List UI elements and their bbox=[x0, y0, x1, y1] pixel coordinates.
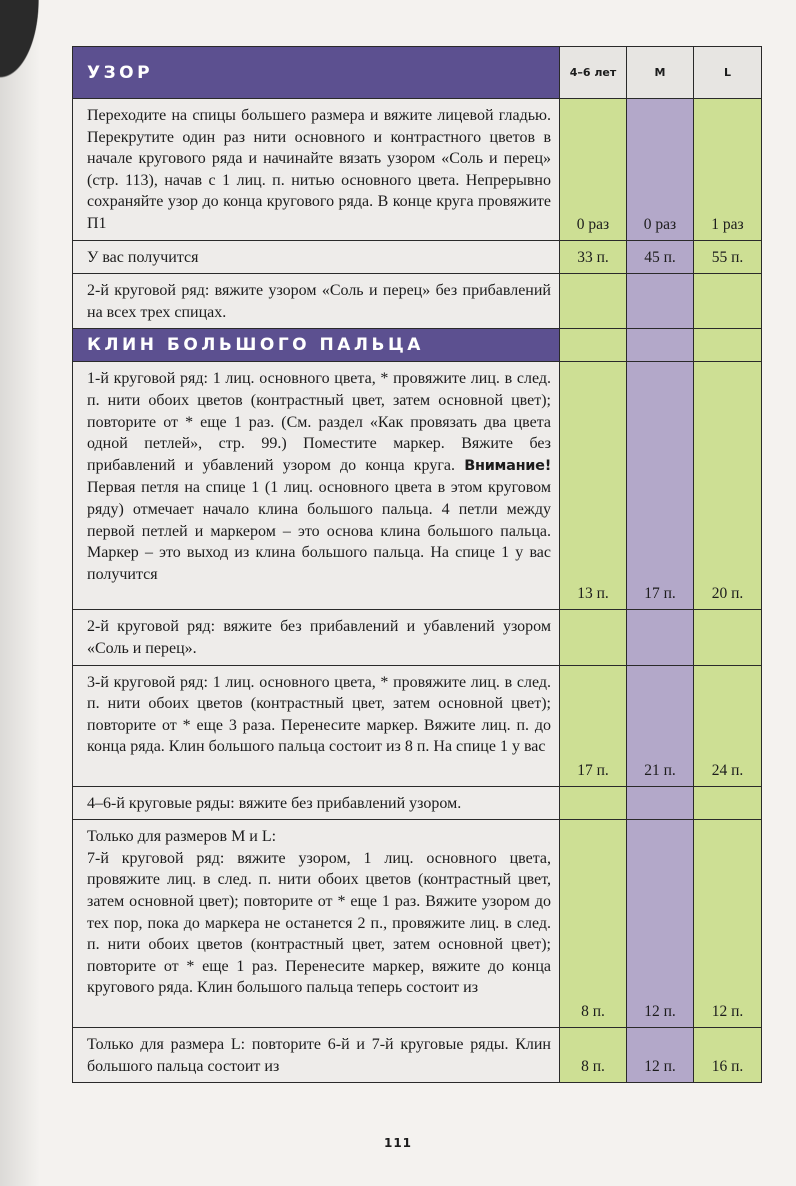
row-text: Только для размера L: повторите 6-й и 7-й круговые ряды. Клин большого пальца состоит из bbox=[73, 1028, 560, 1083]
row-text: 2-й круговой ряд: вяжите узором «Соль и перец» без прибавлений на всех трех спицах. bbox=[73, 274, 560, 329]
row-text-body: 7-й круговой ряд: вяжите узором, 1 лиц. основного цвета, провяжите лиц. в след. п. нити обоих цветов (контрастный цвет, затем основной цвет); повторите от * еще 1 раз. Вяжите узором до тех пор, пока до маркера не останется 2 п., провяжите лиц. в след. п. нити обоих цветов (контрастный цвет, затем основной цвет); повторите от * еще 1 раз. Перенесите маркер, вяжите до конца кругового ряда. Клин большого пальца теперь состоит из bbox=[87, 849, 551, 997]
value-size-m: 45 п. bbox=[627, 240, 694, 274]
value-size-m: 12 п. bbox=[627, 820, 694, 1028]
row-text: 4–6-й круговые ряды: вяжите без прибавлений узором. bbox=[73, 786, 560, 820]
header-size-m: M bbox=[627, 47, 694, 99]
value-size-4-6 bbox=[560, 786, 627, 820]
value-size-m: 17 п. bbox=[627, 362, 694, 610]
table-row bbox=[73, 274, 762, 329]
pattern-table bbox=[72, 46, 762, 1083]
header-cell-blank bbox=[627, 329, 694, 362]
value-size-m: 21 п. bbox=[627, 665, 694, 786]
page-corner-shadow bbox=[0, 0, 60, 120]
value-size-l: 16 п. bbox=[694, 1028, 762, 1083]
value-size-m bbox=[627, 274, 694, 329]
table-row bbox=[73, 786, 762, 820]
row-text bbox=[73, 362, 560, 610]
value-size-4-6: 0 раз bbox=[560, 99, 627, 241]
value-size-l: 1 раз bbox=[694, 99, 762, 241]
value-size-l: 20 п. bbox=[694, 362, 762, 610]
header-cell-blank bbox=[560, 329, 627, 362]
section-title: УЗОР bbox=[73, 47, 560, 99]
row-text: 3-й круговой ряд: 1 лиц. основного цвета, * провяжите лиц. в след. п. нити обоих цветов (контрастный цвет, затем основной цвет); повторите от * еще 3 раза. Перенесите маркер. Вяжите лиц. п. до конца ряда. Клин большого пальца состоит из 8 п. На спице 1 у вас bbox=[73, 665, 560, 786]
value-size-l: 55 п. bbox=[694, 240, 762, 274]
table-row bbox=[73, 240, 762, 274]
value-size-l bbox=[694, 610, 762, 665]
value-size-4-6: 13 п. bbox=[560, 362, 627, 610]
warning-label: Внимание! bbox=[464, 457, 552, 474]
row-text: 2-й круговой ряд: вяжите без прибавлений и убавлений узором «Соль и перец». bbox=[73, 610, 560, 665]
value-size-4-6: 8 п. bbox=[560, 1028, 627, 1083]
value-size-m: 0 раз bbox=[627, 99, 694, 241]
value-size-m: 12 п. bbox=[627, 1028, 694, 1083]
section-title: КЛИН БОЛЬШОГО ПАЛЬЦА bbox=[73, 329, 560, 362]
table-row bbox=[73, 820, 762, 1028]
row-text: Переходите на спицы большего размера и вяжите лицевой гладью. Перекрутите один раз нити основного и контрастного цветов в начале кругового ряда и начинайте вязать узором «Соль и перец» (стр. 113), начав с 1 лиц. п. нитью основного цвета. Непрерывно сохраняйте узор до конца кругового ряда. В конце круга провяжите П1 bbox=[73, 99, 560, 241]
table-row bbox=[73, 610, 762, 665]
header-size-l: L bbox=[694, 47, 762, 99]
table-row bbox=[73, 362, 762, 610]
page-number: 111 bbox=[383, 1136, 413, 1150]
row-text-before: 1-й круговой ряд: 1 лиц. основного цвета, * провяжите лиц. в след. п. нити обоих цветов (контрастный цвет, затем основной цвет); повторите от * еще 1 раз. (См. раздел «Как провязать два цвета одной петлей», стр. 99.) Поместите маркер. Вяжите без прибавлений и убавлений узором до конца круга. bbox=[87, 370, 551, 474]
row-text-heading: Только для размеров M и L: bbox=[87, 828, 277, 846]
value-size-4-6: 17 п. bbox=[560, 665, 627, 786]
table-row bbox=[73, 665, 762, 786]
value-size-m bbox=[627, 786, 694, 820]
row-text-after: Первая петля на спице 1 (1 лиц. основного цвета в этом круговом ряду) отмечает начало клина большого пальца. 4 петли между первой петлей и маркером – это основа клина большого пальца. Маркер – это выход из клина большого пальца. На спице 1 у вас получится bbox=[87, 479, 551, 583]
page-gutter-shadow bbox=[0, 0, 40, 1186]
value-size-4-6 bbox=[560, 610, 627, 665]
table-row bbox=[73, 99, 762, 241]
value-size-l: 24 п. bbox=[694, 665, 762, 786]
row-text bbox=[73, 820, 560, 1028]
value-size-l bbox=[694, 274, 762, 329]
value-size-l bbox=[694, 786, 762, 820]
section-header-pattern bbox=[73, 47, 762, 99]
value-size-4-6: 8 п. bbox=[560, 820, 627, 1028]
value-size-l: 12 п. bbox=[694, 820, 762, 1028]
value-size-4-6: 33 п. bbox=[560, 240, 627, 274]
section-header-thumb bbox=[73, 329, 762, 362]
header-cell-blank bbox=[694, 329, 762, 362]
header-size-4-6: 4–6 лет bbox=[560, 47, 627, 99]
row-text: У вас получится bbox=[73, 240, 560, 274]
value-size-m bbox=[627, 610, 694, 665]
value-size-4-6 bbox=[560, 274, 627, 329]
table-row bbox=[73, 1028, 762, 1083]
